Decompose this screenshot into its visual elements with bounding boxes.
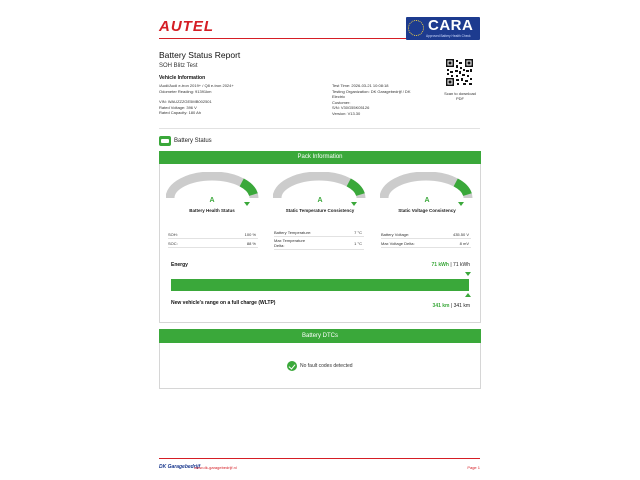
qr-label (436, 91, 484, 101)
pack-information-header: Pack Information (159, 151, 481, 164)
row-divider (168, 238, 258, 239)
cara-logo-text: CARA (428, 17, 474, 34)
dk-garagebedrijf-logo: DK Garagebedrijf (159, 464, 201, 470)
footer-url[interactable]: www.dk-garagebedrijf.nl (194, 465, 237, 470)
battery-icon (159, 136, 171, 146)
energy-marker-icon (465, 272, 471, 276)
soc-label: SOC: (168, 241, 178, 246)
no-fault-message: No fault codes detected (300, 363, 353, 369)
max-temperature-delta-label-2: Delta: (274, 243, 285, 248)
range-value (380, 303, 470, 309)
vehicle-model: /Audi/Audi e-tron 2019+ / Q8 e-tron 2024+ (159, 83, 234, 88)
check-circle-icon (287, 361, 297, 371)
footer-divider (159, 458, 480, 459)
soc-value: 88 % (246, 241, 256, 246)
divider (159, 128, 480, 129)
temperature-consistency-label: Static Temperature Consistency (285, 208, 355, 213)
testing-org: Testing Organization: DK Garagebedrijf / DK (332, 88, 411, 94)
qr-code-icon[interactable] (446, 59, 473, 86)
odometer: Odometer Reading: 91391km (159, 88, 212, 94)
range-separator: | (449, 303, 454, 309)
range-current: 341 km (432, 303, 450, 309)
eu-stars-icon (408, 20, 424, 36)
row-divider (381, 238, 471, 239)
soh-label: SOH: (168, 232, 178, 237)
energy-total: 71 kWh (453, 262, 470, 268)
autel-logo: AUTEL (159, 18, 214, 35)
row-divider (274, 236, 364, 237)
energy-label: Energy (171, 262, 188, 268)
vehicle-info-right (332, 83, 432, 116)
testing-org-2: Electric (332, 94, 346, 99)
row-divider (274, 249, 364, 250)
battery-health-grade: A (209, 197, 215, 204)
report-subtitle: SOH Blitz Test (159, 63, 198, 69)
version: Version: V13.30 (332, 110, 361, 116)
energy-bar-fill (171, 279, 469, 291)
battery-temperature-value: 7 °C (354, 230, 362, 235)
range-marker-icon (465, 293, 471, 297)
rated-voltage: Rated Voltage: 396 V (159, 104, 197, 110)
battery-voltage-label: Battery Voltage: (381, 232, 410, 237)
energy-value (380, 262, 470, 268)
range-label: New vehicle's range on a full charge (WLTP) (171, 300, 276, 306)
row-divider (381, 247, 471, 248)
temperature-consistency-grade: A (317, 197, 323, 204)
qr-label-line2: PDF (456, 96, 464, 101)
vehicle-info-heading: Vehicle Information (159, 75, 206, 81)
report-title: Battery Status Report (159, 50, 241, 60)
max-temperature-delta-value: 1 °C (354, 241, 362, 246)
vehicle-info-left (159, 83, 324, 116)
page-number: Page 1 (467, 465, 480, 470)
battery-status-label: Battery Status (174, 138, 212, 144)
temperature-consistency-gauge (273, 172, 367, 212)
max-temperature-delta-label-1: Max Temperature (274, 238, 306, 243)
voltage-consistency-label: Static Voltage Consistency (398, 208, 456, 213)
energy-current: 71 kWh (431, 262, 449, 268)
test-time: Test Time: 2026-03-21 10:08:18 (332, 83, 389, 88)
voltage-consistency-grade: A (424, 197, 430, 204)
max-voltage-delta-value: 8 mV (459, 241, 469, 246)
voltage-consistency-gauge (380, 172, 474, 212)
battery-health-gauge (166, 172, 260, 212)
soh-value: 100 % (244, 232, 256, 237)
battery-health-label: Battery Health Status (189, 208, 235, 213)
max-voltage-delta-label: Max Voltage Delta: (381, 241, 415, 246)
battery-temperature-label: Battery Temperature: (274, 230, 312, 235)
vin: VIN: WAUZZZGE5MB002501 (159, 99, 212, 104)
cara-badge (406, 17, 480, 40)
battery-voltage-value: 435.50 V (452, 232, 469, 237)
customer: Customer: (332, 99, 351, 105)
battery-dtcs-header: Battery DTCs (159, 329, 481, 343)
energy-bar-track (171, 279, 469, 291)
qr-label-line1: Scan to download (444, 91, 476, 96)
serial-number: S/N: V30G55K05126 (332, 105, 370, 110)
max-temperature-delta-label (274, 238, 305, 248)
range-total: 341 km (453, 303, 470, 309)
cara-subtitle: Approved Battery Health Check (426, 34, 471, 38)
row-divider (168, 247, 258, 248)
energy-separator: | (448, 262, 454, 268)
rated-capacity: Rated Capacity: 180 Ah (159, 110, 202, 115)
